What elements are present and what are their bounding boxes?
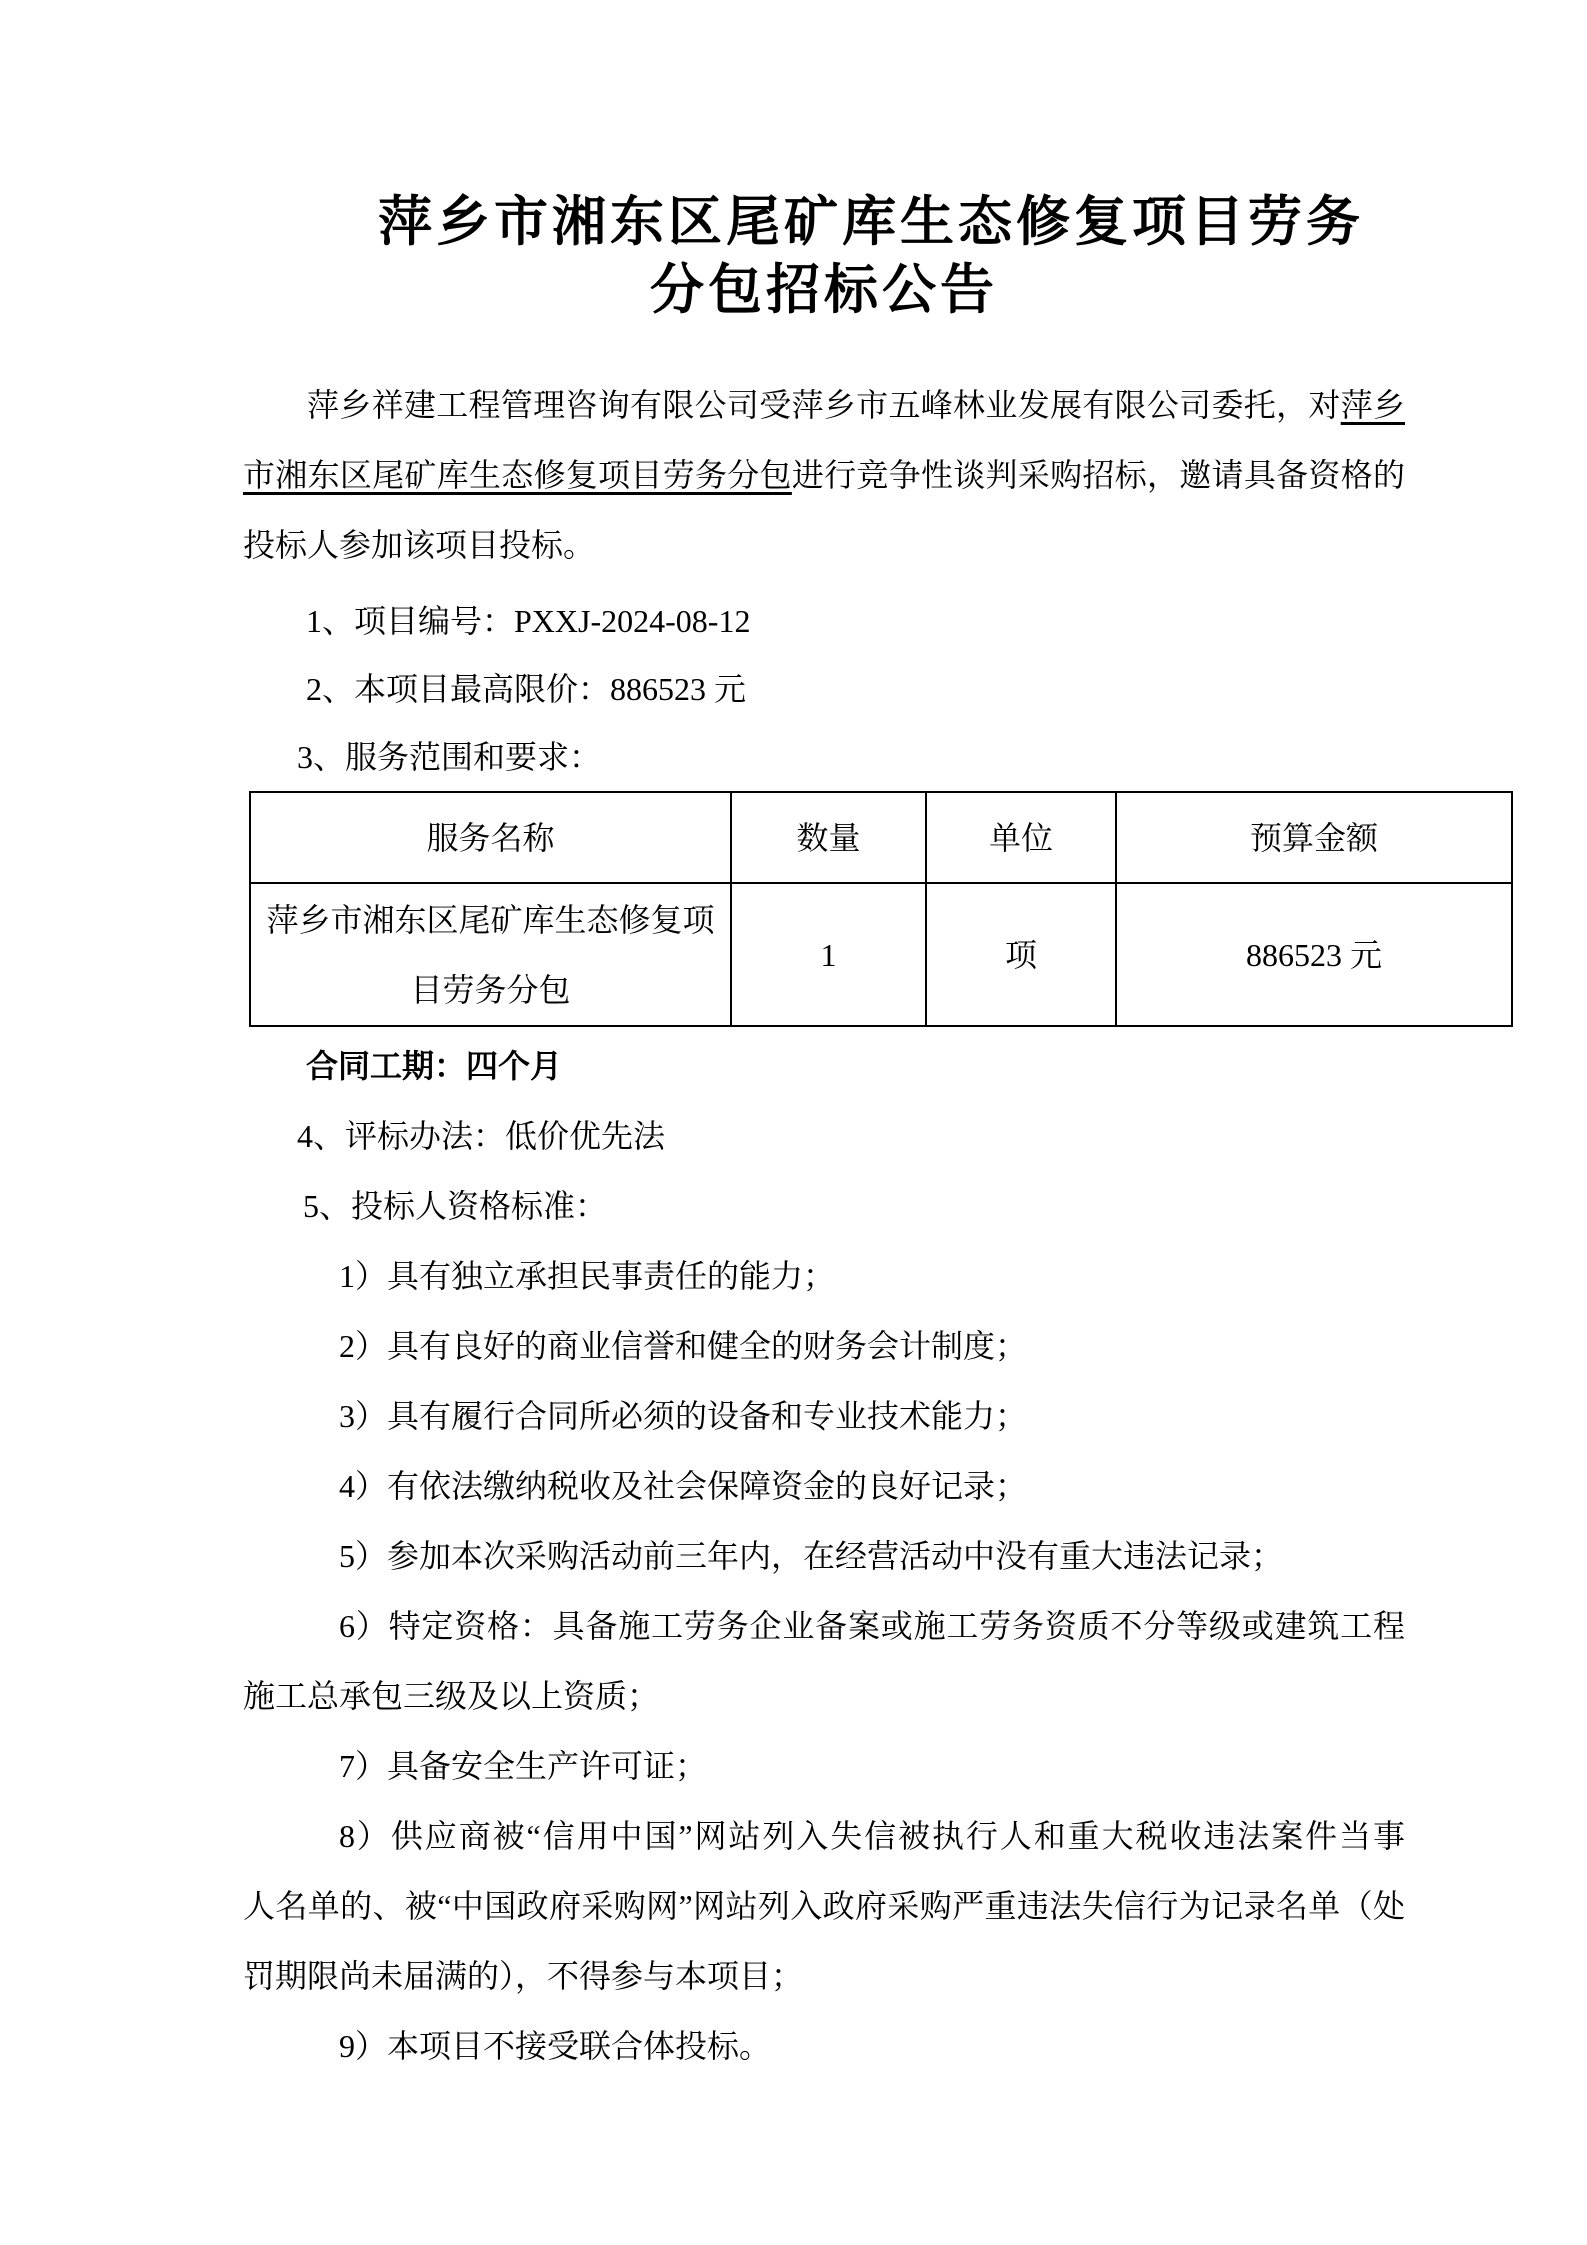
table-cell-service-name: 萍乡市湘东区尾矿库生态修复项目劳务分包 xyxy=(250,883,731,1026)
qualification-line: 9）本项目不接受联合体投标。 xyxy=(339,2028,772,2064)
document-title-line2: 分包招标公告 xyxy=(650,260,998,320)
qualification-line: 8）供应商被“信用中国”网站列入失信被执行人和重大税收违法案件当事 xyxy=(339,1818,1405,1854)
item-evaluation-method: 4、评标办法：低价优先法 xyxy=(297,1118,666,1154)
item-max-price: 2、本项目最高限价：886523 元 xyxy=(306,671,747,707)
qualification-line: 7）具备安全生产许可证； xyxy=(339,1748,708,1784)
qualification-line: 2）具有良好的商业信誉和健全的财务会计制度； xyxy=(339,1328,1028,1364)
qualification-line: 6）特定资格：具备施工劳务企业备案或施工劳务资质不分等级或建筑工程 xyxy=(339,1608,1405,1644)
table-header-unit: 单位 xyxy=(926,792,1116,883)
qualification-item-3 xyxy=(243,1381,1405,1451)
qualification-line: 5）参加本次采购活动前三年内，在经营活动中没有重大违法记录； xyxy=(339,1538,1284,1574)
qualification-line: 人名单的、被“中国政府采购网”网站列入政府采购严重违法失信行为记录名单（处 xyxy=(243,1888,1405,1924)
item-project-number: 1、项目编号：PXXJ-2024-08-12 xyxy=(306,603,751,639)
qualification-line: 施工总承包三级及以上资质； xyxy=(243,1678,660,1714)
qualification-line: 3）具有履行合同所必须的设备和专业技术能力； xyxy=(339,1398,1028,1434)
table-cell-unit: 项 xyxy=(926,883,1116,1026)
intro-paragraph xyxy=(243,370,1405,580)
table-header-quantity: 数量 xyxy=(731,792,926,883)
qualification-line: 4）有依法缴纳税收及社会保障资金的良好记录； xyxy=(339,1468,1028,1504)
table-header-row xyxy=(250,792,1512,883)
qualification-item-8 xyxy=(243,1801,1405,2011)
qualification-item-7 xyxy=(243,1731,1405,1801)
intro-underlined-text: 市湘东区尾矿库生态修复项目劳务分包 xyxy=(243,457,792,493)
intro-underlined-text: 萍乡 xyxy=(1340,387,1405,423)
table-header-budget: 预算金额 xyxy=(1116,792,1512,883)
qualification-item-1 xyxy=(243,1241,1405,1311)
qualification-item-2 xyxy=(243,1311,1405,1381)
intro-text: 进行竞争性谈判采购招标，邀请具备资格的 xyxy=(791,457,1405,493)
table-cell-budget: 886523 元 xyxy=(1116,883,1512,1026)
numbered-items-block xyxy=(243,587,1405,791)
qualification-item-9 xyxy=(243,2011,1405,2081)
intro-line-1 xyxy=(243,370,1405,440)
item-bidder-qualification: 5、投标人资格标准： xyxy=(303,1188,608,1224)
table-cell-quantity: 1 xyxy=(731,883,926,1026)
intro-line-3: 投标人参加该项目投标。 xyxy=(243,527,596,563)
item-service-scope: 3、服务范围和要求： xyxy=(297,739,602,775)
document-title xyxy=(243,188,1405,324)
qualification-item-6 xyxy=(243,1591,1405,1731)
document-title-line1: 萍乡市湘东区尾矿库生态修复项目劳务 xyxy=(378,192,1364,252)
intro-line-2 xyxy=(243,440,1405,510)
contract-period: 合同工期：四个月 xyxy=(306,1048,563,1084)
table-row xyxy=(250,883,1512,1026)
qualification-line: 1）具有独立承担民事责任的能力； xyxy=(339,1258,836,1294)
qualification-line: 罚期限尚未届满的），不得参与本项目； xyxy=(243,1958,804,1994)
lower-items-block xyxy=(243,1031,1405,2081)
intro-text: 萍乡祥建工程管理咨询有限公司受萍乡市五峰林业发展有限公司委托，对 xyxy=(307,387,1341,423)
qualification-item-5 xyxy=(243,1521,1405,1591)
qualification-item-4 xyxy=(243,1451,1405,1521)
table-header-service-name: 服务名称 xyxy=(250,792,731,883)
service-table xyxy=(249,791,1513,1027)
